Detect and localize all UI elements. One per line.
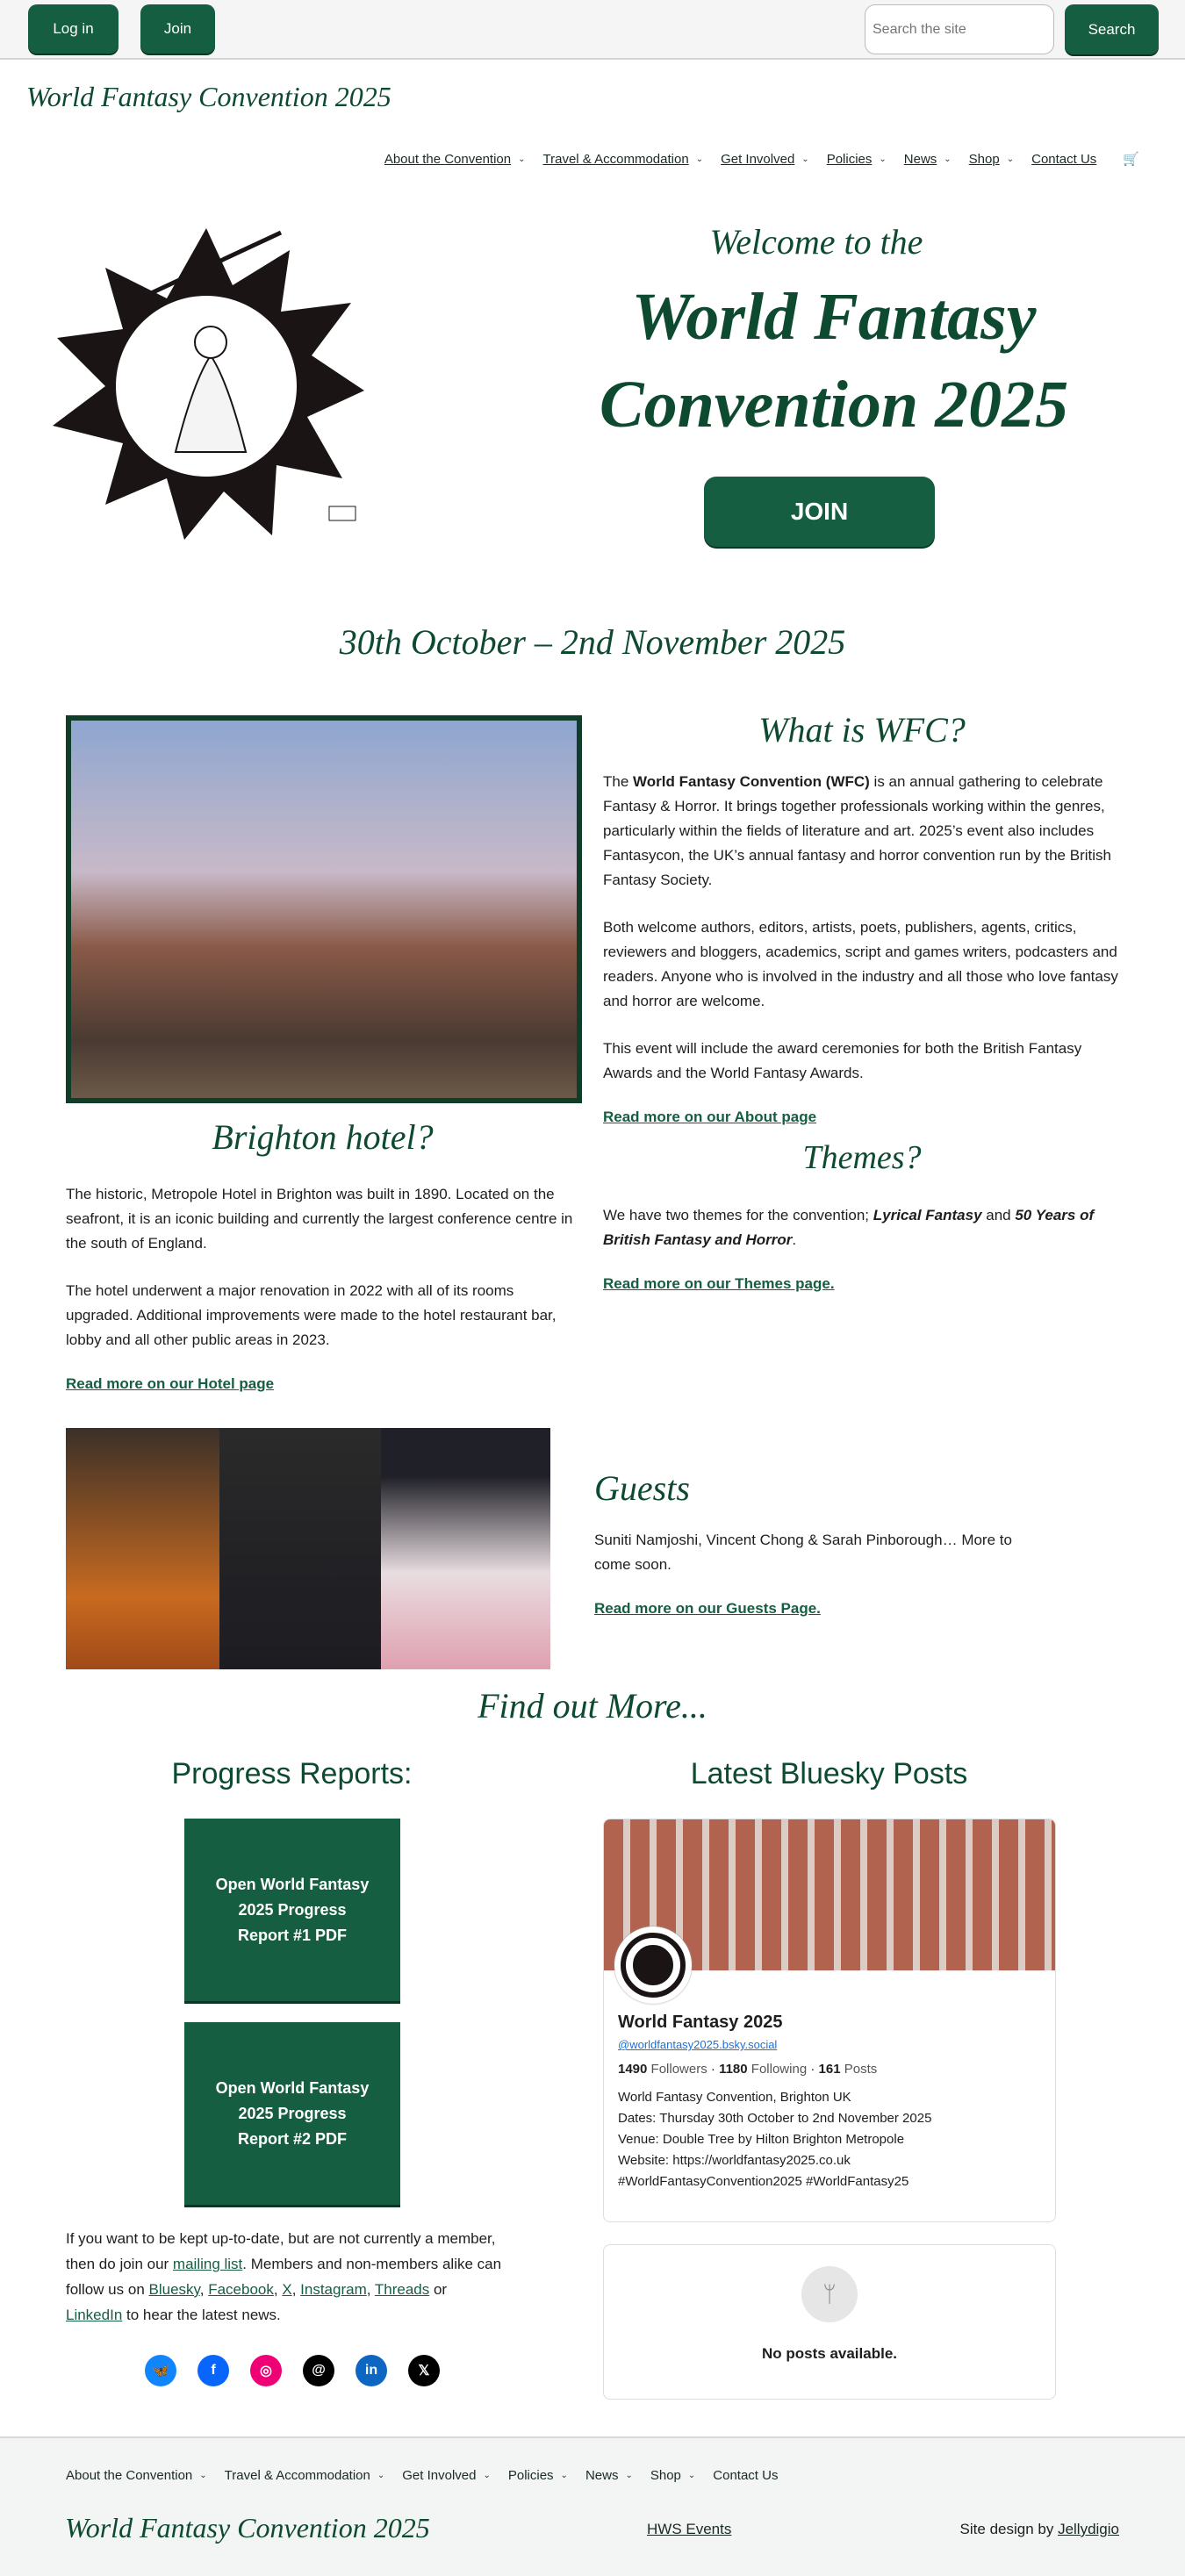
hero-join-button[interactable]: JOIN xyxy=(704,477,935,547)
mailing-list-link[interactable]: mailing list xyxy=(172,2256,243,2272)
nav-policies[interactable]: Policies xyxy=(826,151,873,167)
threads-icon[interactable]: @ xyxy=(303,2355,334,2386)
themes-text: We have two themes for the convention; Lyrical Fantasy and 50 Years of British Fantasy and Horror. xyxy=(603,1207,1095,1248)
facebook-link[interactable]: Facebook xyxy=(208,2281,274,2298)
social-icons xyxy=(145,2355,440,2386)
profile-name: World Fantasy 2025 xyxy=(618,2013,783,2032)
footer-nav-get-involved[interactable]: Get Involved xyxy=(402,2468,477,2483)
wfc-heading: What is WFC? xyxy=(758,710,966,750)
x-link[interactable]: X xyxy=(282,2281,292,2298)
chevron-down-icon: ⌄ xyxy=(944,154,952,164)
chevron-down-icon: ⌄ xyxy=(625,2471,633,2480)
nav-get-involved[interactable]: Get Involved xyxy=(721,151,795,167)
chevron-down-icon: ⌄ xyxy=(199,2471,207,2480)
guests-heading: Guests xyxy=(594,1468,690,1508)
welcome-text: Welcome to the xyxy=(709,222,923,262)
footer-site-title[interactable]: World Fantasy Convention 2025 xyxy=(65,2512,430,2544)
wfc-p1: The World Fantasy Convention (WFC) is an annual gathering to celebrate Fantasy & Horror. It brings together professionals working within the genres, particularly within the fields of literature and art. 2025’s event also includes Fantasycon, the UK’s annual fantasy and horror convention run by the British Fantasy Society. xyxy=(603,773,1111,888)
bluesky-posts-empty xyxy=(603,2244,1056,2400)
site-title[interactable]: World Fantasy Convention 2025 xyxy=(26,81,391,112)
find-out-more-heading: Find out More... xyxy=(478,1686,707,1726)
cart-icon[interactable]: 🛒 xyxy=(1123,152,1139,167)
updates-text: If you want to be kept up-to-date, but are not currently a member, then do join our mailing list. Members and non-members alike can follow us on Bluesky, Facebook, X, Instagram, Threads or LinkedIn to hear the latest news. xyxy=(66,2230,502,2323)
guests-image xyxy=(66,1428,550,1669)
guests-text: Suniti Namjoshi, Vincent Chong & Sarah Pinborough… More to come soon. xyxy=(594,1532,1012,1573)
chevron-down-icon: ⌄ xyxy=(879,154,887,164)
linkedin-link[interactable]: LinkedIn xyxy=(66,2307,123,2323)
bluesky-link[interactable]: Bluesky xyxy=(148,2281,200,2298)
dates-heading: 30th October – 2nd November 2025 xyxy=(339,622,846,662)
facebook-icon[interactable]: f xyxy=(198,2355,229,2386)
guests-section xyxy=(594,1467,1051,1618)
profile-stats: 1490 Followers · 1180 Following · 161 Posts xyxy=(618,2062,878,2077)
top-bar xyxy=(0,0,1185,60)
wfc-section xyxy=(603,709,1121,1293)
wfc-p2: Both welcome authors, editors, artists, poets, publishers, agents, critics, reviewers and bloggers, academics, script and games writers, podcasters and readers. Anyone who is involved in the industry and all those who love fantasy and horror are welcome. xyxy=(603,919,1118,1009)
join-button[interactable]: Join xyxy=(140,4,215,54)
jellydigio-link[interactable]: Jellydigio xyxy=(1058,2521,1119,2537)
guests-link[interactable]: Read more on our Guests Page. xyxy=(594,1600,821,1617)
main-nav xyxy=(384,151,1139,167)
progress-report-2-button[interactable]: Open World Fantasy 2025 Progress Report #2 PDF xyxy=(184,2022,400,2205)
bluesky-heading: Latest Bluesky Posts xyxy=(690,1757,968,1790)
themes-link[interactable]: Read more on our Themes page. xyxy=(603,1275,835,1292)
footer-nav-policies[interactable]: Policies xyxy=(507,2468,554,2483)
progress-heading: Progress Reports: xyxy=(171,1757,413,1790)
hotel-p1: The historic, Metropole Hotel in Brighton was built in 1890. Located on the seafront, it is an iconic building and currently the largest conference centre in the south of England. xyxy=(66,1186,573,1252)
nav-contact[interactable]: Contact Us xyxy=(1031,151,1097,167)
footer-nav-news[interactable]: News xyxy=(585,2468,619,2483)
sprout-icon: ᛘ xyxy=(801,2266,858,2322)
chevron-down-icon: ⌄ xyxy=(801,154,809,164)
chevron-down-icon: ⌄ xyxy=(695,154,704,164)
footer xyxy=(0,2436,1185,2576)
avatar xyxy=(614,1927,692,2004)
site-design-credit: Site design by Jellydigio xyxy=(959,2521,1119,2537)
chevron-down-icon: ⌄ xyxy=(560,2471,568,2480)
footer-nav-shop[interactable]: Shop xyxy=(650,2468,681,2483)
profile-bio: World Fantasy Convention, Brighton UK Dates: Thursday 30th October to 2nd November 2025 Venue: Double Tree by Hilton Brighton Metropole Website: https://worldfantasy2025.co.uk #WorldFantasyConvention2025 #WorldFantasy25 xyxy=(618,2090,932,2189)
profile-handle-link[interactable]: @worldfantasy2025.bsky.social xyxy=(618,2038,778,2051)
hotel-image xyxy=(66,715,582,1103)
about-link[interactable]: Read more on our About page xyxy=(603,1109,817,1125)
chevron-down-icon: ⌄ xyxy=(1006,154,1015,164)
themes-heading: Themes? xyxy=(802,1139,922,1176)
footer-nav-contact[interactable]: Contact Us xyxy=(713,2468,779,2483)
chevron-down-icon: ⌄ xyxy=(687,2471,696,2480)
no-posts-text: No posts available. xyxy=(762,2345,897,2362)
bluesky-icon[interactable]: 🦋 xyxy=(145,2355,176,2386)
progress-report-1-button[interactable]: Open World Fantasy 2025 Progress Report #1 PDF xyxy=(184,1819,400,2001)
instagram-link[interactable]: Instagram xyxy=(300,2281,367,2298)
nav-about[interactable]: About the Convention xyxy=(384,151,512,167)
nav-travel[interactable]: Travel & Accommodation xyxy=(542,151,689,167)
chevron-down-icon: ⌄ xyxy=(518,154,526,164)
hero-title-line1: World Fantasy xyxy=(631,280,1037,354)
chevron-down-icon: ⌄ xyxy=(483,2471,491,2480)
nav-shop[interactable]: Shop xyxy=(968,151,1000,167)
threads-link[interactable]: Threads xyxy=(374,2281,430,2298)
convention-logo xyxy=(44,224,369,549)
search-input[interactable] xyxy=(865,4,1054,54)
search-button[interactable]: Search xyxy=(1065,4,1159,54)
chevron-down-icon: ⌄ xyxy=(377,2471,385,2480)
footer-nav-travel[interactable]: Travel & Accommodation xyxy=(224,2468,370,2483)
linkedin-icon[interactable]: in xyxy=(356,2355,387,2386)
wfc-p3: This event will include the award ceremonies for both the British Fantasy Awards and the World Fantasy Awards. xyxy=(603,1040,1082,1081)
hws-events-link[interactable]: HWS Events xyxy=(647,2521,732,2537)
instagram-icon[interactable]: ◎ xyxy=(250,2355,282,2386)
bluesky-profile-card xyxy=(603,1819,1056,2222)
nav-news[interactable]: News xyxy=(903,151,937,167)
hotel-link[interactable]: Read more on our Hotel page xyxy=(66,1375,275,1392)
hotel-p2: The hotel underwent a major renovation in 2022 with all of its rooms upgraded. Additional improvements were made to the hotel restaurant bar, lobby and all other public areas in 2023. xyxy=(66,1282,557,1348)
footer-nav-about[interactable]: About the Convention xyxy=(66,2468,193,2483)
login-button[interactable]: Log in xyxy=(28,4,118,54)
hotel-heading: Brighton hotel? xyxy=(212,1117,434,1157)
x-icon[interactable]: 𝕏 xyxy=(408,2355,440,2386)
hero-title-line2: Convention 2025 xyxy=(599,368,1069,441)
footer-nav xyxy=(66,2468,785,2483)
hotel-section xyxy=(66,1116,579,1393)
